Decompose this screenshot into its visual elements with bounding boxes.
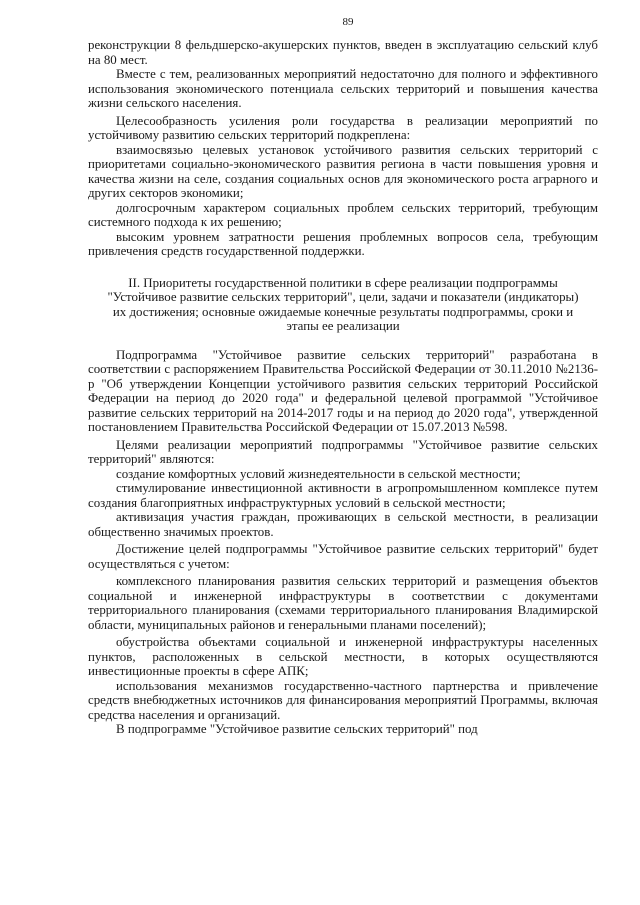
paragraph: Целями реализации мероприятий подпрограммы "Устойчивое развитие сельских территорий" являются: bbox=[88, 437, 598, 466]
list-item-paragraph: использования механизмов государственно-частного партнерства и привлечение средств внебюджетных источников для финансирования мероприятий Программы, включая средства населения и организаций. bbox=[88, 678, 598, 722]
page-number: 89 bbox=[342, 16, 354, 28]
section-heading: II. Приоритеты государственной политики в сфере реализации подпрограммы "Устойчивое развитие сельских территорий", цели, задачи и показатели (индикаторы) их достижения; основные ожидаемые конечные результаты подпрограммы, сроки и этапы ее реализации bbox=[107, 275, 579, 333]
intro-text-block bbox=[88, 38, 598, 259]
paragraph-continuation: реконструкции 8 фельдшерско-акушерских пунктов, введен в эксплуатацию сельский клуб на 80 мест. bbox=[88, 38, 598, 67]
list-item-paragraph: обустройства объектами социальной и инженерной инфраструктуры населенных пунктов, расположенных в сельской местности, в которых осуществляются инвестиционные проекты в сфере АПК; bbox=[88, 635, 598, 678]
paragraph: Целесообразность усиления роли государства в реализации мероприятий по устойчивому развитию сельских территорий подкреплена: bbox=[88, 113, 598, 142]
list-item-paragraph: стимулирование инвестиционной активности в агропромышленном комплексе путем создания благоприятных инфраструктурных условий в сельской местности; bbox=[88, 481, 598, 510]
list-item-paragraph: взаимосвязью целевых установок устойчивого развития сельских территорий с приоритетами социально-экономического развития региона в части повышения уровня и качества жизни на селе, создания социальных основ для экономического роста аграрного и других секторов экономики; bbox=[88, 142, 598, 200]
paragraph: В подпрограмме "Устойчивое развитие сельских территорий" под bbox=[116, 722, 478, 736]
paragraph: Подпрограмма "Устойчивое развитие сельских территорий" разработана в соответствии с распоряжением Правительства Российской Федерации от 30.11.2010 №2136-р "Об утверждении Концепции устойчивого развития сельских территорий Российской Федерации на период до 2020 года" и федеральной целевой программой "Устойчивое развитие сельских территорий на 2014-2017 годы и на период до 2020 года", утвержденной постановлением Правительства Российской Федерации от 15.07.2013 №598. bbox=[88, 347, 598, 434]
list-item-paragraph: высоким уровнем затратности решения проблемных вопросов села, требующим привлечения средств государственной поддержки. bbox=[88, 229, 598, 258]
list-item-paragraph: долгосрочным характером социальных проблем сельских территорий, требующим системного подхода к их решению; bbox=[88, 200, 598, 229]
list-item-paragraph: комплексного планирования развития сельских территорий и размещения объектов социальной и инженерной инфраструктуры в соответствии с документами территориального планирования (схемами территориального планирования Владимирской области, муниципальных районов и генеральными планами поселений); bbox=[88, 574, 598, 632]
paragraph: Достижение целей подпрограммы "Устойчивое развитие сельских территорий" будет осуществляться с учетом: bbox=[88, 542, 598, 571]
paragraph: Вместе с тем, реализованных мероприятий недостаточно для полного и эффективного использования экономического потенциала сельских территорий и повышения качества жизни сельского населения. bbox=[88, 67, 598, 110]
list-item-paragraph: активизация участия граждан, проживающих в сельской местности, в реализации общественно значимых проектов. bbox=[88, 510, 598, 539]
section-text-block bbox=[88, 348, 598, 737]
list-item-paragraph: создание комфортных условий жизнедеятельности в сельской местности; bbox=[116, 466, 521, 481]
